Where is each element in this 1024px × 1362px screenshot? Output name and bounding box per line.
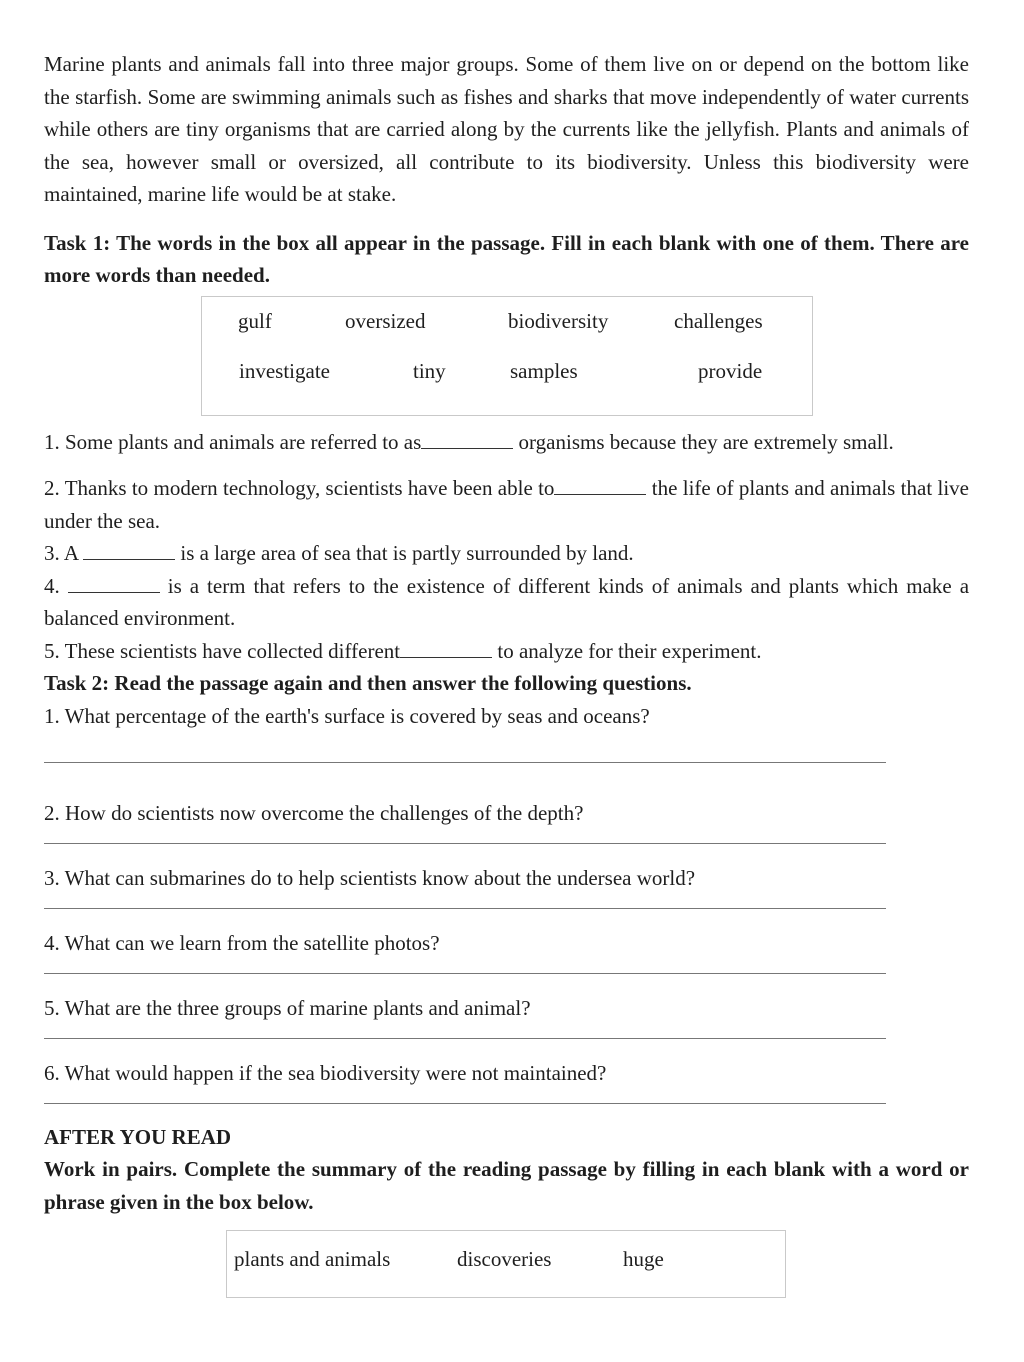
task2-question-6-block (44, 1057, 969, 1121)
task2-question-3: 3. What can submarines do to help scientists know about the undersea world? (44, 865, 696, 890)
word-box-item: oversized (345, 308, 426, 333)
task2-question-3-block (44, 862, 969, 927)
task2-question-1-block (44, 700, 969, 797)
answer-line[interactable] (44, 761, 886, 763)
word-box-item: biodiversity (508, 308, 609, 333)
task1-heading: Task 1: The words in the box all appear in the passage. Fill in each blank with one of them. There are more words than needed. (44, 230, 969, 287)
answer-line[interactable] (44, 972, 886, 974)
reading-passage: Marine plants and animals fall into three major groups. Some of them live on or depend on the bottom like the starfish. Some are swimming animals such as fishes and sharks that move independently of water currents while others are tiny organisms that are carried along by the currents like the jellyfish. Plants and animals of the sea, however small or oversized, all contribute to its biodiversity. Unless this biodiversity were maintained, marine life would be at stake. (44, 52, 969, 206)
fill-blank[interactable] (400, 635, 492, 658)
answer-line[interactable] (44, 1102, 886, 1104)
task1-item-3: 3. A is a large area of sea that is partly surrounded by land. (44, 537, 969, 570)
fill-blank[interactable] (83, 537, 175, 560)
task2-question-2: 2. How do scientists now overcome the challenges of the depth? (44, 800, 584, 825)
word-box-item: huge (623, 1247, 664, 1271)
task2-question-1: 1. What percentage of the earth's surface is covered by seas and oceans? (44, 703, 650, 728)
task2-question-4: 4. What can we learn from the satellite photos? (44, 930, 440, 955)
word-box-item: provide (698, 358, 763, 383)
task1-item-1: 1. Some plants and animals are referred to as organisms because they are extremely small. (44, 426, 969, 459)
answer-line[interactable] (44, 1037, 886, 1039)
task1-item-5: 5. These scientists have collected different to analyze for their experiment. (44, 635, 969, 668)
task2-question-5: 5. What are the three groups of marine plants and animal? (44, 995, 531, 1020)
summary-word-box (226, 1230, 786, 1298)
task2-heading: Task 2: Read the passage again and then answer the following questions. (44, 671, 692, 695)
task1-word-box (201, 296, 813, 416)
task1-item-4: 4. is a term that refers to the existence of different kinds of animals and plants which make a balanced environment. (44, 570, 969, 635)
word-box-item: plants and animals (234, 1247, 391, 1271)
after-you-read-heading: AFTER YOU READ (44, 1124, 232, 1149)
after-you-read-instruction: Work in pairs. Complete the summary of the reading passage by filling in each blank with a word or phrase given in the box below. (44, 1157, 969, 1214)
word-box-item: discoveries (457, 1247, 552, 1271)
task2-question-4-block (44, 927, 969, 992)
word-box-item: investigate (239, 358, 330, 383)
answer-line[interactable] (44, 907, 886, 909)
word-box-item: gulf (238, 308, 272, 333)
word-box-item: samples (510, 358, 578, 383)
fill-blank[interactable] (68, 570, 160, 593)
fill-blank[interactable] (421, 426, 513, 449)
task2-question-6: 6. What would happen if the sea biodiversity were not maintained? (44, 1060, 607, 1085)
fill-blank[interactable] (554, 472, 646, 495)
word-box-item: challenges (674, 308, 763, 333)
task1-item-2: 2. Thanks to modern technology, scientists have been able to the life of plants and animals that live under the sea. (44, 472, 969, 537)
word-box-item: tiny (413, 358, 446, 383)
answer-line[interactable] (44, 842, 886, 844)
worksheet (44, 48, 969, 1298)
task2-question-2-block (44, 797, 969, 862)
task2-question-5-block (44, 992, 969, 1057)
